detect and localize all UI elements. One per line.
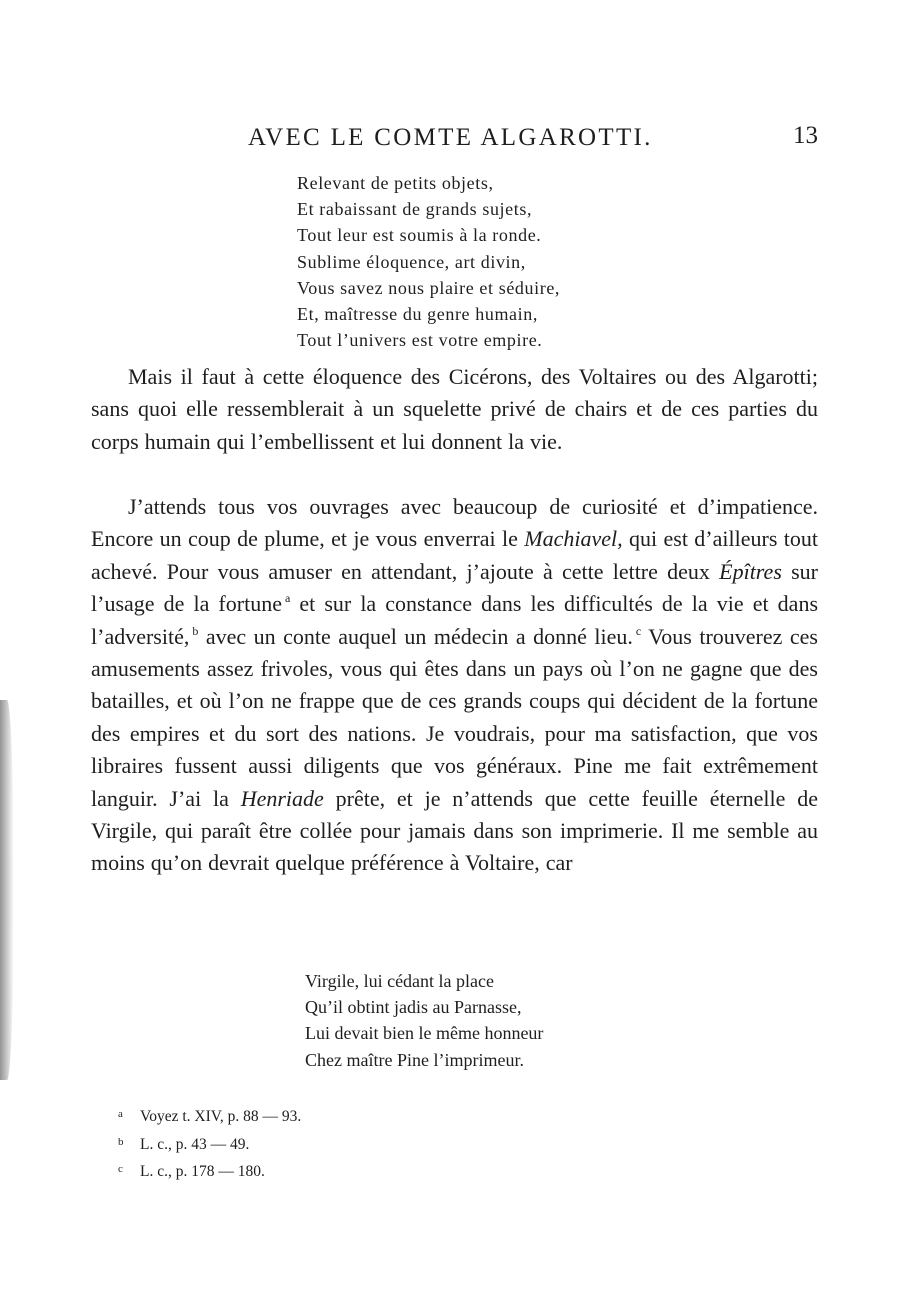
verse-line: Virgile, lui cédant la place — [305, 971, 495, 991]
verse-line: Et rabaissant de grands sujets, — [297, 199, 533, 220]
paragraph-1 — [91, 361, 818, 458]
paragraph-text-run: Vous trouverez ces amusements assez frivoles, vous qui êtes dans un pays où l’on ne gagne que des batailles, et où l’on ne frappe que de ces grands coups qui décident de la fortune des empires et du sort des nations. Je voudrais, pour ma satisfaction, que vos libraires fussent aussi diligents que vos généraux. Pine me fait extrêmement languir. J’ai la — [91, 623, 818, 811]
verse-line: Vous savez nous plaire et séduire, — [297, 277, 561, 298]
footnote-text: L. c., p. 178 — 180. — [140, 1163, 265, 1180]
footnote-mark: c — [118, 1163, 123, 1175]
footnotes — [118, 1102, 301, 1185]
verse-line: Relevant de petits objets, — [297, 173, 494, 193]
italic-title-machiavel: Machiavel, — [524, 526, 623, 552]
verse-block-2 — [305, 968, 543, 1073]
verse-line: Qu’il obtint jadis au Parnasse, — [305, 997, 522, 1018]
footnote-b — [118, 1130, 301, 1158]
paragraph-text-run: et sur la constance dans les difficultés de la vie et dans l’adversité, — [91, 591, 819, 649]
footnote-c — [118, 1157, 301, 1185]
verse-line: Tout leur est soumis à la ronde. — [297, 225, 542, 246]
footnote-mark: a — [118, 1108, 123, 1120]
footnote-text: Voyez t. XIV, p. 88 — 93. — [140, 1108, 302, 1125]
verse-line: Lui devait bien le même honneur — [305, 1023, 544, 1044]
italic-title-epitres: Épîtres — [719, 558, 782, 584]
paragraph-text-run: prête, et je n’attends que cette feuille éternelle de Virgile, qui paraît être collée pour jamais dans son imprimerie. Il me semble au moins qu’on devrait quelque préférence à Voltaire, car — [91, 785, 818, 876]
paragraph-text-run: qui est d’ailleurs tout achevé. Pour vous amuser en attendant, j’ajoute à cette lettre deux — [91, 526, 818, 584]
footnote-text: L. c., p. 43 — 49. — [140, 1135, 250, 1153]
footnote-ref-c: c — [635, 623, 642, 638]
footnote-a — [118, 1102, 301, 1130]
page-number: 13 — [793, 122, 818, 149]
paragraph-2-text — [91, 491, 818, 880]
footnote-ref-b: b — [192, 623, 199, 638]
italic-title-henriade: Henriade — [240, 785, 324, 811]
verse-line: Tout l’univers est votre empire. — [297, 330, 543, 351]
page-edge-shadow — [0, 700, 14, 1080]
verse-line: Sublime éloquence, art divin, — [297, 251, 526, 272]
paragraph-text-run: sur l’usage de la fortune — [91, 558, 818, 617]
running-title: AVEC LE COMTE ALGAROTTI. — [248, 124, 653, 151]
footnote-ref-a: a — [284, 591, 291, 606]
verse-block-1 — [297, 170, 560, 353]
footnote-mark: b — [118, 1135, 124, 1148]
verse-line: Chez maître Pine l’imprimeur. — [305, 1049, 524, 1070]
running-head — [0, 120, 900, 160]
verse-line: Et, maîtresse du genre humain, — [297, 304, 538, 325]
paragraph-text-run: J’attends tous vos ouvrages avec beaucoup de curiosité et d’impatience. Encore un coup de plume, et je vous enverrai le — [91, 494, 818, 552]
paragraph-1-text: Mais il faut à cette éloquence des Cicérons, des Voltaires ou des Algarotti; sans quoi elle ressemblerait à un squelette privé de chairs et de ces parties du corps humain qui l’embellissent et lui donnent la vie. — [91, 364, 818, 454]
paragraph-2 — [91, 491, 818, 880]
paragraph-text-run: avec un conte auquel un médecin a donné lieu. — [198, 623, 633, 649]
